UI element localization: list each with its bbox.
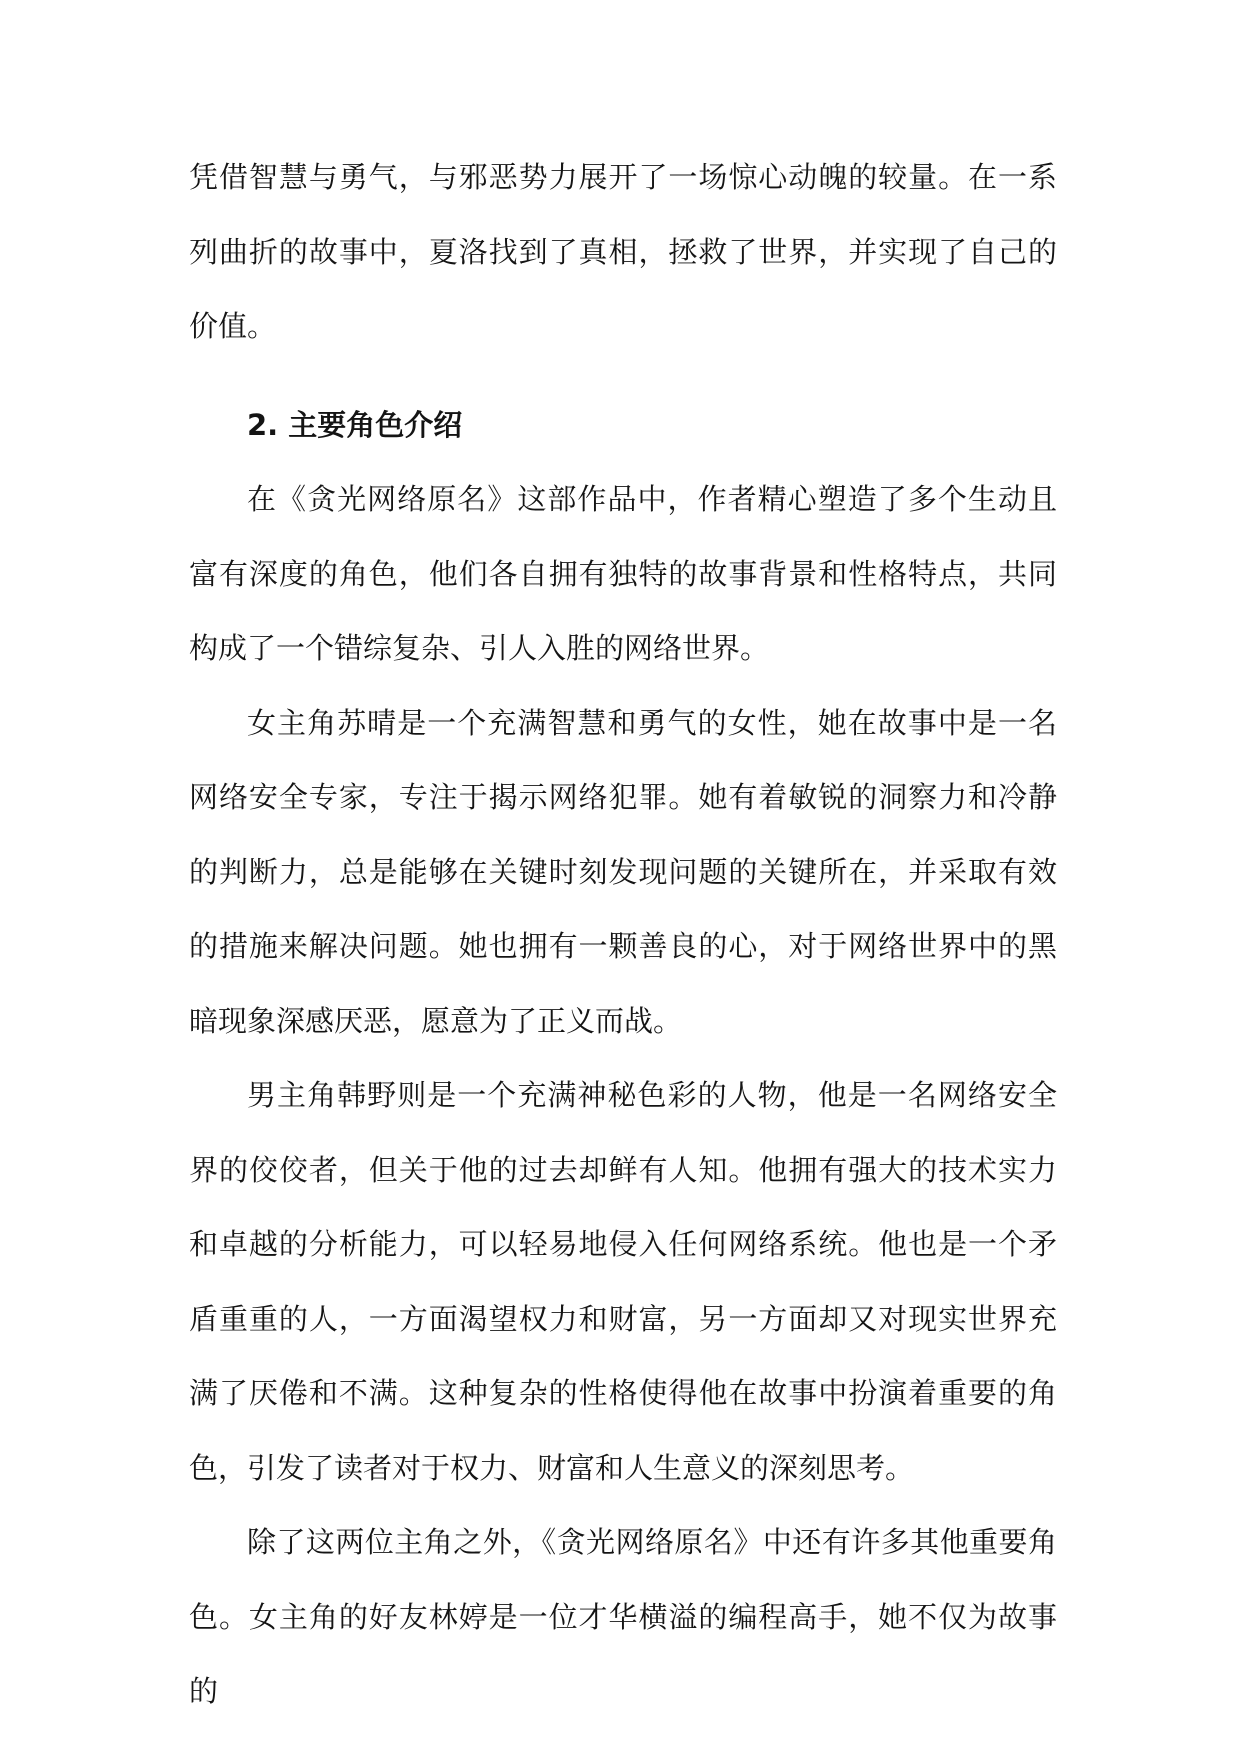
paragraph-hero: 男主角韩野则是一个充满神秘色彩的人物，他是一名网络安全界的佼佼者，但关于他的过去却鲜有人知。他拥有强大的技术实力和卓越的分析能力，可以轻易地侵入任何网络系统。他也是一个矛盾重重的人，一方面渴望权力和财富，另一方面却又对现实世界充满了厌倦和不满。这种复杂的性格使得他在故事中扮演着重要的角色，引发了读者对于权力、财富和人生意义的深刻思考。 bbox=[189, 1078, 1057, 1485]
document-body bbox=[189, 140, 1057, 1729]
paragraph-continuation: 凭借智慧与勇气，与邪恶势力展开了一场惊心动魄的较量。在一系列曲折的故事中，夏洛找到了真相，拯救了世界，并实现了自己的价值。 bbox=[189, 160, 1057, 343]
paragraph-heroine: 女主角苏晴是一个充满智慧和勇气的女性，她在故事中是一名网络安全专家，专注于揭示网络犯罪。她有着敏锐的洞察力和冷静的判断力，总是能够在关键时刻发现问题的关键所在，并采取有效的措施来解决问题。她也拥有一颗善良的心，对于网络世界中的黑暗现象深感厌恶，愿意为了正义而战。 bbox=[189, 705, 1057, 1038]
paragraph-intro: 在《贪光网络原名》这部作品中，作者精心塑造了多个生动且富有深度的角色，他们各自拥有独特的故事背景和性格特点，共同构成了一个错综复杂、引人入胜的网络世界。 bbox=[189, 482, 1057, 665]
section-heading: 2. 主要角色介绍 bbox=[247, 407, 463, 442]
paragraph-supporting-roles: 除了这两位主角之外，《贪光网络原名》中还有许多其他重要角色。女主角的好友林婷是一位才华横溢的编程高手，她不仅为故事的 bbox=[189, 1525, 1057, 1708]
